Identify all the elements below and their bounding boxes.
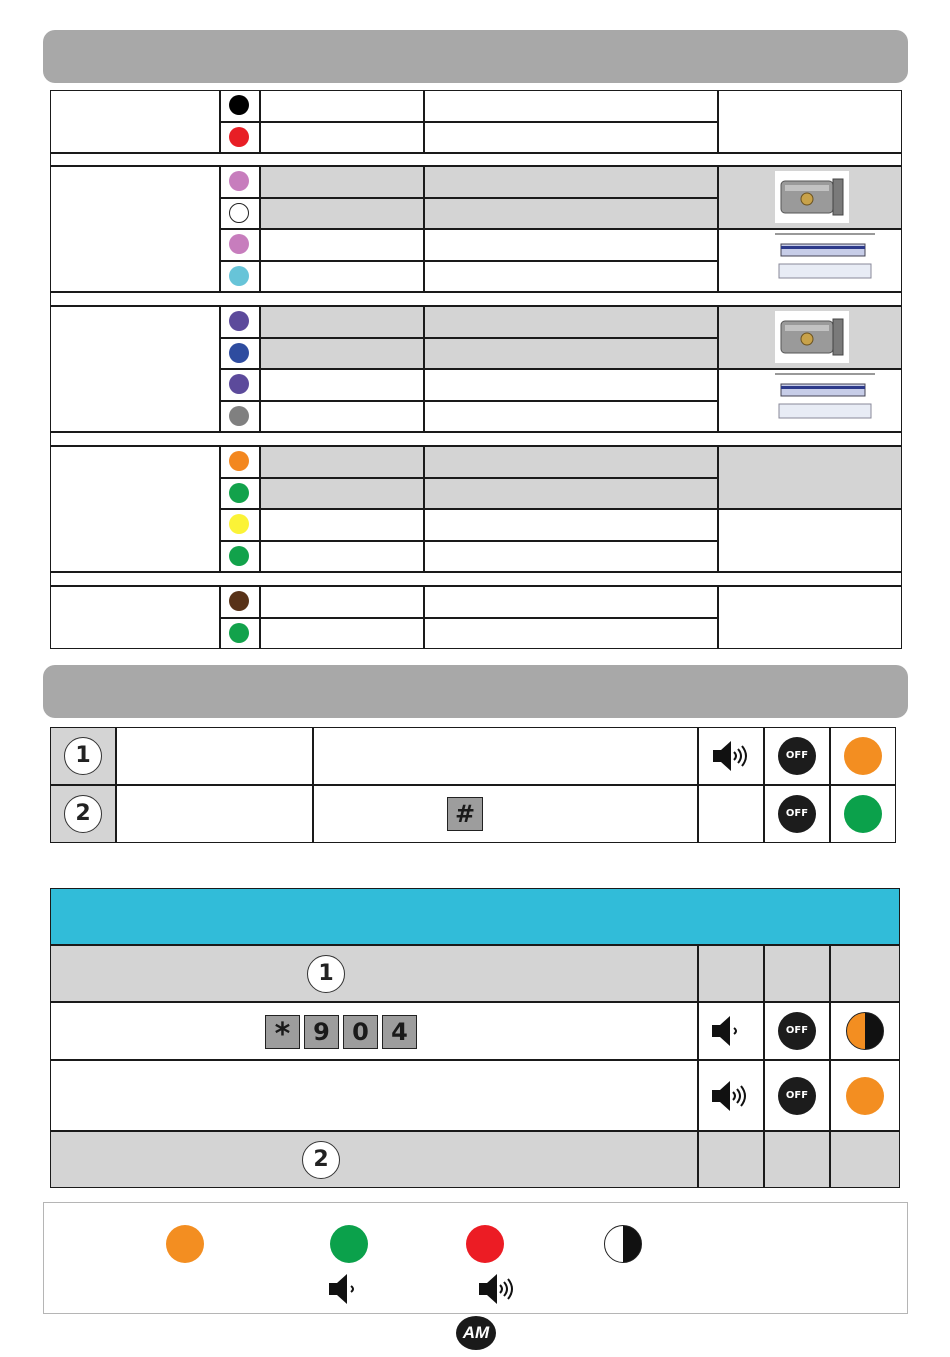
- group-label-cell: [50, 90, 220, 153]
- wire-color-dot: [229, 406, 249, 426]
- program-action-cell: [50, 1060, 698, 1131]
- description-cell: [424, 369, 718, 401]
- wire-color-cell: [220, 586, 260, 618]
- wire-color-cell: [220, 198, 260, 230]
- wire-color-cell: [220, 478, 260, 510]
- terminal-cell: [260, 122, 424, 154]
- description-cell: [424, 229, 718, 261]
- legend-box: [43, 1202, 908, 1314]
- wire-color-cell: [220, 338, 260, 370]
- wire-color-dot: [229, 203, 249, 223]
- device-cell: [718, 166, 902, 229]
- terminal-cell: [260, 90, 424, 122]
- green-led-icon: [844, 795, 882, 833]
- green-led-icon: [330, 1225, 368, 1263]
- wire-color-dot: [229, 95, 249, 115]
- relay-off-icon: OFF: [778, 795, 816, 833]
- relay-cell: [764, 727, 830, 785]
- program-action-cell: [50, 1002, 698, 1060]
- terminal-cell: [260, 261, 424, 293]
- program-action-cell: [50, 1131, 698, 1188]
- group-label-cell: [50, 446, 220, 572]
- group-label-cell: [50, 166, 220, 292]
- terminal-cell: [260, 586, 424, 618]
- terminal-cell: [260, 541, 424, 573]
- section-header-band-2: [43, 665, 908, 718]
- terminal-cell: [260, 478, 424, 510]
- step-number-badge: 2: [302, 1141, 340, 1179]
- group-separator: [50, 572, 902, 586]
- led-cell: [830, 727, 896, 785]
- description-cell: [424, 509, 718, 541]
- short-beep-icon: [327, 1271, 363, 1307]
- magnetic-lock-photo: [775, 232, 875, 288]
- description-cell: [424, 541, 718, 573]
- wire-color-dot: [229, 234, 249, 254]
- description-cell: [424, 446, 718, 478]
- device-cell: [718, 369, 902, 432]
- terminal-cell: [260, 338, 424, 370]
- program-status-cell: [698, 1131, 764, 1188]
- step-key-cell: [313, 727, 698, 785]
- code-key-icon: 4: [382, 1015, 417, 1049]
- wire-color-cell: [220, 90, 260, 122]
- wire-color-cell: [220, 122, 260, 154]
- wire-color-dot: [229, 546, 249, 566]
- wire-color-dot: [229, 591, 249, 611]
- half-orange-led-icon: [846, 1012, 884, 1050]
- hash-key-icon: #: [447, 797, 483, 831]
- description-cell: [424, 261, 718, 293]
- step-number-cell: [50, 727, 116, 785]
- step-action-cell: [116, 727, 313, 785]
- terminal-cell: [260, 166, 424, 198]
- brand-logo: AM: [456, 1316, 496, 1350]
- wire-color-dot: [229, 623, 249, 643]
- wire-color-dot: [229, 171, 249, 191]
- terminal-cell: [260, 306, 424, 338]
- long-beep-icon: [477, 1271, 517, 1307]
- wire-color-cell: [220, 229, 260, 261]
- long-beep-icon: [710, 1078, 750, 1114]
- wire-color-cell: [220, 618, 260, 650]
- description-cell: [424, 478, 718, 510]
- description-cell: [424, 306, 718, 338]
- section-header-band: [43, 30, 908, 83]
- relay-off-icon: OFF: [778, 737, 816, 775]
- device-cell: [718, 509, 902, 572]
- led-cell: [830, 785, 896, 843]
- wire-color-dot: [229, 514, 249, 534]
- description-cell: [424, 122, 718, 154]
- step-number-badge: 2: [64, 795, 102, 833]
- step-number-badge: 1: [64, 737, 102, 775]
- wire-color-dot: [229, 311, 249, 331]
- description-cell: [424, 338, 718, 370]
- group-separator: [50, 153, 902, 166]
- wire-color-dot: [229, 483, 249, 503]
- description-cell: [424, 198, 718, 230]
- wire-color-dot: [229, 343, 249, 363]
- half-led-icon: [604, 1225, 642, 1263]
- device-cell: [718, 90, 902, 153]
- terminal-cell: [260, 446, 424, 478]
- wire-color-cell: [220, 306, 260, 338]
- step-action-cell: [116, 785, 313, 843]
- sound-cell: [698, 727, 764, 785]
- wire-color-dot: [229, 374, 249, 394]
- program-status-cell: [698, 945, 764, 1002]
- wire-color-cell: [220, 446, 260, 478]
- step-number-badge: 1: [307, 955, 345, 993]
- wire-color-cell: [220, 166, 260, 198]
- group-separator: [50, 432, 902, 446]
- terminal-cell: [260, 618, 424, 650]
- terminal-cell: [260, 369, 424, 401]
- description-cell: [424, 166, 718, 198]
- code-key-icon: 9: [304, 1015, 339, 1049]
- relay-cell: [764, 785, 830, 843]
- wire-color-cell: [220, 369, 260, 401]
- terminal-cell: [260, 198, 424, 230]
- wire-color-dot: [229, 266, 249, 286]
- device-cell: [718, 229, 902, 292]
- magnetic-lock-photo: [775, 372, 875, 428]
- wire-color-dot: [229, 127, 249, 147]
- device-cell: [718, 586, 902, 649]
- electric-lock-photo: [775, 171, 849, 223]
- electric-lock-photo: [775, 311, 849, 363]
- short-beep-icon: [710, 1013, 750, 1049]
- orange-led-icon: [844, 737, 882, 775]
- wire-color-cell: [220, 541, 260, 573]
- long-beep-icon: [711, 738, 751, 774]
- program-status-cell: [764, 1131, 830, 1188]
- description-cell: [424, 586, 718, 618]
- wire-color-cell: [220, 261, 260, 293]
- description-cell: [424, 401, 718, 433]
- device-cell: [718, 306, 902, 369]
- wire-color-dot: [229, 451, 249, 471]
- sound-cell: [698, 785, 764, 843]
- program-header: [50, 888, 900, 945]
- program-status-cell: [764, 945, 830, 1002]
- relay-off-icon: OFF: [778, 1077, 816, 1115]
- group-label-cell: [50, 586, 220, 649]
- wire-color-cell: [220, 509, 260, 541]
- program-status-cell: [830, 1131, 900, 1188]
- description-cell: [424, 618, 718, 650]
- wire-color-cell: [220, 401, 260, 433]
- terminal-cell: [260, 229, 424, 261]
- step-key-cell: [313, 785, 698, 843]
- step-number-cell: [50, 785, 116, 843]
- orange-led-icon: [166, 1225, 204, 1263]
- group-label-cell: [50, 306, 220, 432]
- orange-led-icon: [846, 1077, 884, 1115]
- code-key-icon: *: [265, 1015, 300, 1049]
- red-led-icon: [466, 1225, 504, 1263]
- program-status-cell: [830, 945, 900, 1002]
- program-action-cell: [50, 945, 698, 1002]
- code-key-icon: 0: [343, 1015, 378, 1049]
- description-cell: [424, 90, 718, 122]
- relay-off-icon: OFF: [778, 1012, 816, 1050]
- terminal-cell: [260, 401, 424, 433]
- group-separator: [50, 292, 902, 306]
- terminal-cell: [260, 509, 424, 541]
- device-cell: [718, 446, 902, 509]
